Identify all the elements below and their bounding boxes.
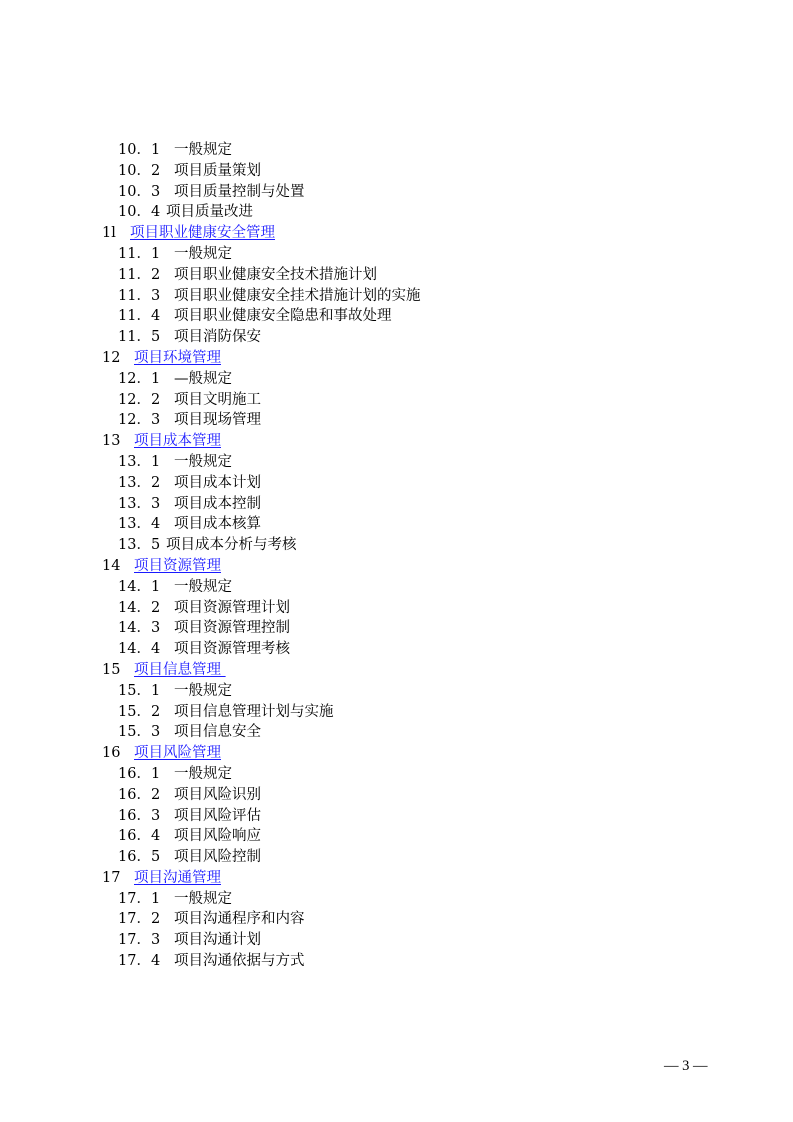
toc-number: 10．4 xyxy=(118,204,161,221)
toc-title: 项目现场管理 xyxy=(174,412,261,429)
toc-subsection-14-2 xyxy=(102,598,722,619)
toc-number: 16．2 xyxy=(118,786,161,803)
toc-title: 项目沟通程序和内容 xyxy=(174,911,305,928)
toc-subsection-15-3 xyxy=(102,722,722,743)
toc-title: 一般规定 xyxy=(174,245,232,262)
toc-number: 15．3 xyxy=(118,724,161,741)
toc-subsection-12-2 xyxy=(102,390,722,411)
toc-title: 项目成本计划 xyxy=(174,474,261,491)
toc-title: 项目信息管理计划与实施 xyxy=(174,703,334,720)
toc-section-link[interactable]: 项目成本管理 xyxy=(134,433,221,450)
toc-number: 14．3 xyxy=(118,620,161,637)
toc-title: 项目沟通计划 xyxy=(174,932,261,949)
toc-title: —般规定 xyxy=(174,370,232,387)
toc-subsection-16-2 xyxy=(102,785,722,806)
toc-subsection-14-3 xyxy=(102,618,722,639)
toc-number: 11．2 xyxy=(118,266,161,283)
toc-subsection-10-3 xyxy=(102,182,722,203)
toc-number: 14．4 xyxy=(118,641,161,658)
toc-number: 11．1 xyxy=(118,245,161,262)
toc-number: 17．3 xyxy=(118,932,161,949)
toc-subsection-17-1 xyxy=(102,889,722,910)
toc-number: 16．1 xyxy=(118,765,161,782)
toc-title: 项目风险评估 xyxy=(174,807,261,824)
toc-section-17 xyxy=(102,868,722,889)
toc-title: 一般规定 xyxy=(174,578,232,595)
toc-section-16 xyxy=(102,743,722,764)
toc-subsection-13-1 xyxy=(102,452,722,473)
toc-number: 14 xyxy=(102,557,121,574)
toc-title: 项目信息安全 xyxy=(174,724,261,741)
toc-title: 项目成本分析与考核 xyxy=(166,537,297,554)
toc-number: 16．5 xyxy=(118,849,161,866)
toc-title: 项目资源管理考核 xyxy=(174,641,290,658)
toc-subsection-11-2 xyxy=(102,265,722,286)
toc-number: 10．3 xyxy=(118,183,161,200)
toc-number: 15 xyxy=(102,661,121,678)
toc-section-link[interactable]: 项目信息管理 xyxy=(134,661,226,678)
toc-number: 17．4 xyxy=(118,953,161,970)
toc-title: 项目沟通依据与方式 xyxy=(174,953,305,970)
toc-number: 10．2 xyxy=(118,162,161,179)
toc-subsection-13-3 xyxy=(102,494,722,515)
toc-number: 1l xyxy=(102,225,116,242)
toc-number: 15．2 xyxy=(118,703,161,720)
toc-section-14 xyxy=(102,556,722,577)
toc-title: 项目消防保安 xyxy=(174,329,261,346)
toc-number: 12．1 xyxy=(118,370,161,387)
toc-title: 项目质量控制与处置 xyxy=(174,183,305,200)
toc-subsection-11-1 xyxy=(102,244,722,265)
toc-subsection-16-3 xyxy=(102,806,722,827)
toc-number: 13．1 xyxy=(118,453,161,470)
toc-title: 项目质量策划 xyxy=(174,162,261,179)
toc-number: 13．5 xyxy=(118,537,161,554)
toc-number: 13．4 xyxy=(118,516,161,533)
toc-title: 一般规定 xyxy=(174,453,232,470)
toc-number: 16．4 xyxy=(118,828,161,845)
toc-subsection-15-2 xyxy=(102,702,722,723)
toc-subsection-11-4 xyxy=(102,306,722,327)
toc-title: 项目风险控制 xyxy=(174,849,261,866)
toc-number: 11．4 xyxy=(118,308,161,325)
toc-subsection-14-4 xyxy=(102,639,722,660)
toc-subsection-16-5 xyxy=(102,847,722,868)
toc-subsection-13-2 xyxy=(102,473,722,494)
toc-subsection-11-3 xyxy=(102,286,722,307)
toc-subsection-16-4 xyxy=(102,826,722,847)
toc-subsection-12-3 xyxy=(102,410,722,431)
toc-section-13 xyxy=(102,431,722,452)
toc-title: 一般规定 xyxy=(174,682,232,699)
toc-number: 17．2 xyxy=(118,911,161,928)
toc-subsection-16-1 xyxy=(102,764,722,785)
toc-title: 项目资源管理控制 xyxy=(174,620,290,637)
toc-number: 12 xyxy=(102,349,121,366)
toc-title: 一般规定 xyxy=(174,142,232,158)
toc-section-11 xyxy=(102,223,722,244)
toc-title: 项目职业健康安全隐患和事故处理 xyxy=(174,308,392,325)
toc-number: 16．3 xyxy=(118,807,161,824)
toc-number: 13．3 xyxy=(118,495,161,512)
toc-number: 11．5 xyxy=(118,329,161,346)
toc-section-link[interactable]: 项目沟通管理 xyxy=(134,869,221,886)
toc-section-link[interactable]: 项目资源管理 xyxy=(134,557,221,574)
toc-subsection-10-1 xyxy=(102,140,722,161)
toc-title: 项目成本核算 xyxy=(174,516,261,533)
toc-title: 项目职业健康安全技术措施计划 xyxy=(174,266,377,283)
toc-section-link[interactable]: 项目环境管理 xyxy=(134,349,221,366)
toc-subsection-12-1 xyxy=(102,369,722,390)
toc-subsection-10-4 xyxy=(102,202,722,223)
toc-section-link[interactable]: 项目风险管理 xyxy=(134,745,221,762)
toc-subsection-14-1 xyxy=(102,577,722,598)
toc-title: 项目质量改进 xyxy=(166,204,253,221)
toc-subsection-17-3 xyxy=(102,930,722,951)
toc-number: 16 xyxy=(102,745,121,762)
toc-title: 项目成本控制 xyxy=(174,495,261,512)
toc-title: 项目风险识别 xyxy=(174,786,261,803)
toc-title: 项目资源管理计划 xyxy=(174,599,290,616)
toc-number: 17．1 xyxy=(118,890,161,907)
toc-number: 12．2 xyxy=(118,391,161,408)
toc-title: 项目职业健康安全挂术措施计划的实施 xyxy=(174,287,421,304)
toc-subsection-15-1 xyxy=(102,681,722,702)
toc-section-15 xyxy=(102,660,722,681)
toc-section-link[interactable]: 项目职业健康安全管理 xyxy=(130,225,275,242)
toc-subsection-10-2 xyxy=(102,161,722,182)
toc-section-12 xyxy=(102,348,722,369)
table-of-contents xyxy=(102,140,722,972)
page-number: — 3 — xyxy=(664,1058,708,1074)
toc-subsection-17-2 xyxy=(102,909,722,930)
toc-title: 一般规定 xyxy=(174,765,232,782)
toc-subsection-17-4 xyxy=(102,951,722,972)
toc-number: 14．1 xyxy=(118,578,161,595)
toc-subsection-13-4 xyxy=(102,514,722,535)
toc-number: 12．3 xyxy=(118,412,161,429)
toc-number: 15．1 xyxy=(118,682,161,699)
toc-number: 11．3 xyxy=(118,287,161,304)
toc-title: 项目文明施工 xyxy=(174,391,261,408)
toc-number: 10．1 xyxy=(118,142,161,158)
toc-number: 17 xyxy=(102,869,121,886)
toc-number: 14．2 xyxy=(118,599,161,616)
toc-subsection-13-5 xyxy=(102,535,722,556)
toc-title: 项目风险响应 xyxy=(174,828,261,845)
toc-number: 13 xyxy=(102,433,121,450)
toc-subsection-11-5 xyxy=(102,327,722,348)
toc-title: 一般规定 xyxy=(174,890,232,907)
toc-number: 13．2 xyxy=(118,474,161,491)
